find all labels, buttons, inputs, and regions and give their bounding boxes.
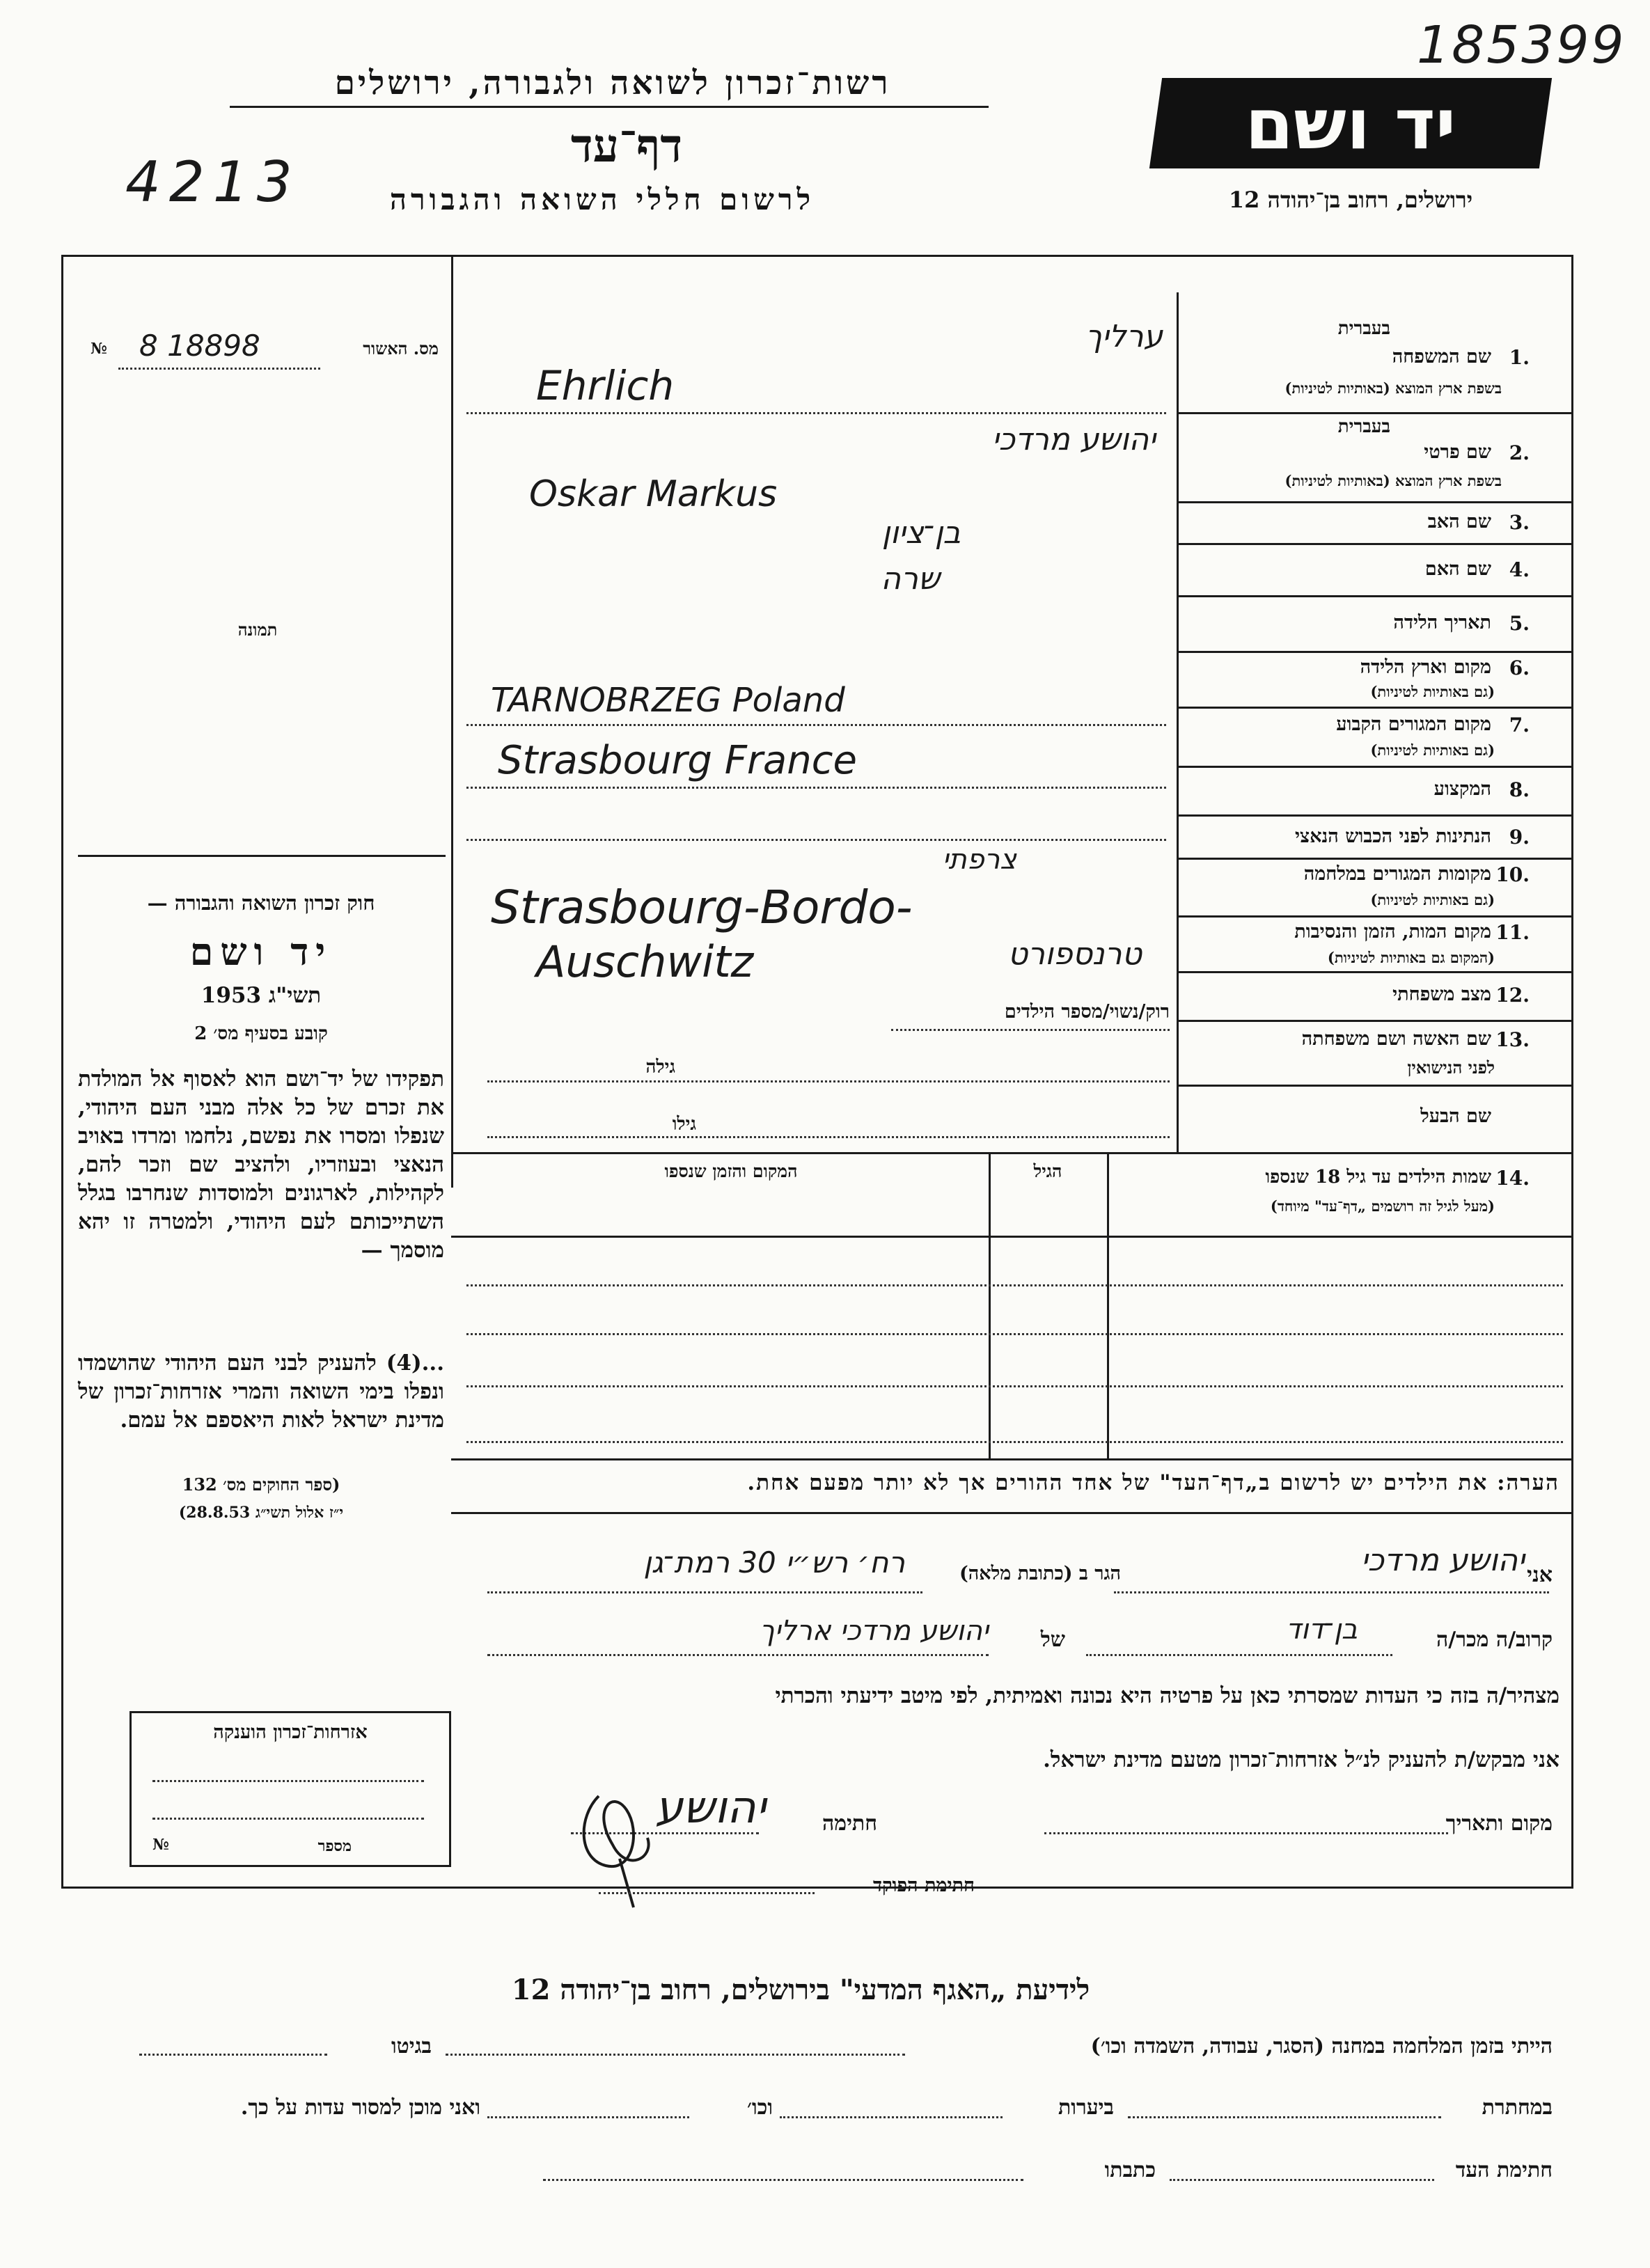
- bottom-line2-fill-a[interactable]: [1128, 2116, 1441, 2118]
- approval-number: [91, 329, 439, 368]
- field-row-marital-status: [1177, 971, 1571, 1020]
- frame-left: [61, 255, 63, 1889]
- children-header-bottom: [451, 1236, 1571, 1238]
- field-number: 12.: [1495, 984, 1530, 1007]
- frame-top: [61, 255, 1573, 257]
- citizenship-box: [129, 1711, 451, 1867]
- field-label: שם האב: [1427, 511, 1491, 533]
- decl-relative-value[interactable]: בן־דוד: [1285, 1614, 1358, 1646]
- field-sublabel: (גם באותיות לטיניות): [1370, 683, 1495, 700]
- field-row-wife-name: [1177, 1020, 1571, 1085]
- photo-label: תמונה: [237, 620, 278, 640]
- note-text: הערה: את הילדים יש לרשום ב„דף־העד" של אחד ההורים אך לא יותר מפעם אחת.: [747, 1470, 1559, 1495]
- field-sublabel: (גם באותיות לטיניות): [1370, 891, 1495, 908]
- decl-residing-value[interactable]: רח׳ רש״י 30 רמת־גן: [643, 1545, 905, 1580]
- citizenship-line-2: [152, 1818, 424, 1820]
- line-wife-age: [487, 1080, 585, 1082]
- note-top-border: [451, 1458, 1571, 1460]
- value-birth-place[interactable]: TARNOBRZEG Poland: [491, 681, 845, 720]
- decl-officer-label: חתימת הפוקד: [873, 1875, 975, 1896]
- children-number: 14.: [1495, 1167, 1530, 1190]
- decl-request: אני מבקש/ת להעניק לנ״ל אזרחות־זכרון מטעם מדינת ישראל.: [1043, 1747, 1559, 1772]
- children-row-4[interactable]: [466, 1441, 1563, 1443]
- field-number: 8.: [1509, 778, 1530, 801]
- line-family-name: [466, 412, 1166, 414]
- decl-of-value[interactable]: יהושע מרדכי ארליך: [760, 1615, 989, 1647]
- bottom-line2-a: במחתרת: [1482, 2095, 1553, 2120]
- field-label: מצב משפחתי: [1392, 984, 1491, 1005]
- field-number: 3.: [1509, 511, 1530, 534]
- decl-place-date-line: [1044, 1832, 1448, 1834]
- children-row-1[interactable]: [466, 1284, 1563, 1286]
- line-nationality: [466, 839, 1166, 841]
- field-number: 4.: [1509, 558, 1530, 581]
- field-row-mother: [1177, 543, 1571, 595]
- field-number: 13.: [1495, 1028, 1530, 1051]
- bottom-line2-d: ואני מוכן למסור עדות על כך.: [240, 2095, 480, 2120]
- field-label: הנתינות לפני הכבוש הנאצי: [1294, 826, 1491, 847]
- citizenship-number-label: מספר: [317, 1837, 352, 1855]
- citizenship-title: אזרחות־זכרון הוענקה: [213, 1722, 368, 1743]
- decl-i-line: [1114, 1591, 1549, 1593]
- field-label: שם האשה ושם משפחתה: [1301, 1028, 1491, 1050]
- field-number: 10.: [1495, 863, 1530, 886]
- document-subtitle: לרשום חללי השואה והגבורה: [389, 182, 815, 216]
- bottom-line3-fill-a[interactable]: [1170, 2179, 1434, 2181]
- field-number: 2.: [1509, 441, 1530, 464]
- bottom-line1-end: בגיטו: [391, 2034, 432, 2058]
- bottom-line1-b[interactable]: [139, 2054, 327, 2056]
- wife-age-label: גילה: [645, 1057, 675, 1078]
- field-label: שם האם: [1424, 558, 1491, 580]
- line-birth-place: [466, 724, 1166, 726]
- field-number: 7.: [1509, 714, 1530, 737]
- field-row-first-name: [1177, 412, 1571, 501]
- children-col-age: הגיל: [1033, 1161, 1062, 1181]
- bottom-line1-label: הייתי בזמן המלחמה במחנה (הסגר, עבודה, השמדה וכו׳): [1090, 2034, 1553, 2058]
- line-marital: [891, 1029, 1170, 1031]
- field-row-father: [1177, 501, 1571, 543]
- children-row-3[interactable]: [466, 1385, 1563, 1387]
- bottom-line2-fill-b[interactable]: [780, 2116, 1003, 2118]
- frame-right: [1571, 255, 1573, 1889]
- field-number: 11.: [1495, 921, 1530, 944]
- field-label: מקום וארץ הלידה: [1360, 656, 1491, 678]
- field-row-birth-place: [1177, 651, 1571, 707]
- org-title: רשות־זכרון לשואה ולגבורה, ירושלים: [334, 64, 891, 102]
- field-label: מקום המות, הזמן והנסיבות: [1294, 921, 1491, 943]
- decl-statement: מצהיר/ה בזה כי העדות שמסרתי כאן על פרטיה היא נכונה ואמיתית, לפי מיטב ידיעתי והכרתי: [775, 1683, 1559, 1708]
- field-sublabel: (המקום גם באותיות לטיניות): [1327, 949, 1495, 966]
- decl-officer-line: [599, 1892, 815, 1894]
- value-wartime-residence[interactable]: Strasbourg-Bordo-: [491, 881, 913, 934]
- field-sublabel: (גם באותיות לטיניות): [1370, 741, 1495, 759]
- photo-bottom-border: [78, 855, 446, 857]
- approval-line: [118, 368, 320, 370]
- children-note: (מעל לגיל זה רושמים „דף־עד" מיוחד): [1270, 1197, 1495, 1215]
- document-title: דף־עד: [570, 118, 683, 173]
- value-death-hebrew[interactable]: טרנספורט: [1007, 936, 1142, 972]
- children-col-divider-1: [989, 1152, 991, 1458]
- decl-residing-label: הגר ב (כתובת מלאה): [959, 1563, 1121, 1584]
- yad-vashem-logo: [1149, 78, 1552, 168]
- photo-area: [70, 376, 446, 849]
- field-label: מקומות המגורים במלחמה: [1303, 863, 1491, 885]
- decl-residing-line: [487, 1591, 922, 1593]
- law-source: (ספר החוקים מס׳ 132: [182, 1474, 340, 1495]
- field-label: המקצוע: [1433, 778, 1491, 800]
- field-row-profession: [1177, 766, 1571, 814]
- value-wartime-hebrew[interactable]: צרפתי: [942, 844, 1016, 876]
- value-mother-name[interactable]: שרה: [881, 561, 940, 597]
- bottom-line2-c: וכו׳: [747, 2095, 773, 2120]
- law-clause: ...(4) להעניק לבני העם היהודי שהושמדו ונפלו בימי השואה והמרי אזרחות־זכרון של מדינת ישראל לאות היאספם אל עמם.: [78, 1350, 444, 1433]
- decl-place-date-label: מקום ותאריך: [1445, 1811, 1553, 1836]
- field-language: בעברית: [1337, 416, 1390, 437]
- decl-relative-label: קרוב/ה מכר/ה: [1436, 1628, 1553, 1652]
- value-first-name-hebrew[interactable]: יהושע מרדכי: [991, 422, 1156, 457]
- bottom-line3-fill-b[interactable]: [543, 2179, 1023, 2181]
- org-title-underline: [230, 106, 989, 108]
- decl-i-label: אני: [1527, 1563, 1553, 1587]
- decl-of-line: [487, 1654, 989, 1656]
- line-husband: [487, 1136, 1170, 1138]
- bottom-line3-b: כתבתו: [1104, 2158, 1156, 2182]
- field-sublabel: לפני הנישואין: [1407, 1057, 1495, 1078]
- note-bottom-border: [451, 1512, 1571, 1514]
- bottom-line1-a[interactable]: [446, 2054, 905, 2056]
- field-row-nationality: [1177, 814, 1571, 858]
- line-wife: [487, 1080, 1170, 1082]
- left-column-divider: [451, 255, 453, 1188]
- header-address: ירושלים, רחוב בן־יהודה 12: [1228, 187, 1473, 213]
- law-body: תפקידו של יד־ושם הוא לאסוף אל המולדת את זכרם של כל אלה מבני העם היהודי, שנפלו ומסרו את נפשם, נלחמו ומרדו באויב הנאצי ובעוזריו, ולהציב שם וזכר להם, לקהילות, לארגונים ולמוסדות שנחרבו בגלל השתייכותם לעם היהודי, ולמטרה זו יהא מוסמך —: [78, 1066, 444, 1263]
- children-title: שמות הילדים עד גיל 18 שנספו: [1265, 1167, 1491, 1188]
- law-date: י״ז אלול תשי״ג 28.8.53): [178, 1504, 344, 1522]
- value-family-name-latin[interactable]: Ehrlich: [536, 362, 675, 409]
- field-label: שם פרטי: [1424, 441, 1491, 463]
- frame-bottom: [61, 1887, 1573, 1889]
- value-father-name[interactable]: בן־ציון: [881, 515, 961, 551]
- field-label: שם המשפחה: [1392, 346, 1491, 368]
- field-row-husband-name: [1177, 1085, 1571, 1152]
- law-name: יד ושם: [189, 929, 333, 974]
- bottom-line3-a: חתימת העד: [1455, 2158, 1553, 2182]
- field-number: 6.: [1509, 656, 1530, 679]
- field-label: תאריך הלידה: [1393, 612, 1491, 633]
- approval-value: 18898 8: [139, 329, 260, 363]
- citizenship-number-prefix: №: [152, 1836, 169, 1854]
- bottom-line2-b: ביערות: [1058, 2095, 1114, 2120]
- line-residence: [466, 787, 1166, 789]
- citizenship-line-1: [152, 1780, 424, 1782]
- decl-of-label: של: [1040, 1628, 1065, 1652]
- field-row-birth-date: [1177, 595, 1571, 651]
- children-col-place: המקום והזמן שנספו: [664, 1161, 798, 1181]
- value-marital-status[interactable]: רוק/נשוי/מספר הילדים: [1004, 1001, 1170, 1023]
- stamp-number: 4213: [125, 150, 301, 214]
- bottom-title: לידיעת „האגף המדעי" בירושלים, רחוב בן־יהודה 12: [511, 1974, 1090, 2006]
- field-row-residence: [1177, 707, 1571, 766]
- logo-text: יד ושם: [1245, 84, 1456, 165]
- field-number: 9.: [1509, 826, 1530, 849]
- value-death-place[interactable]: Auschwitz: [536, 936, 754, 987]
- law-year: תשי"ג 1953: [201, 983, 322, 1008]
- field-row-family-name: [1177, 317, 1571, 412]
- field-row-death-place: [1177, 915, 1571, 971]
- field-sublabel: בשפת ארץ המוצא (באותיות לטיניות): [1284, 379, 1502, 397]
- field-label: שם הבעל: [1420, 1105, 1491, 1127]
- law-section: קובע בסעיף מס׳ 2: [194, 1023, 328, 1044]
- value-first-name-latin[interactable]: Oskar Markus: [529, 473, 778, 515]
- signature-scribble: [571, 1754, 780, 1914]
- row-divider-14: [451, 1152, 1571, 1154]
- archive-number: 185399: [1417, 15, 1626, 75]
- approval-label: מס. האשור: [363, 338, 439, 359]
- children-header: [1107, 1156, 1571, 1236]
- decl-i-value[interactable]: יהושע מרדכי: [1360, 1543, 1525, 1578]
- field-number: 1.: [1509, 346, 1530, 369]
- field-sublabel: בשפת ארץ המוצא (באותיות לטיניות): [1284, 472, 1502, 489]
- decl-signature-label: חתימה: [822, 1811, 877, 1836]
- field-number: 5.: [1509, 612, 1530, 635]
- decl-relative-line: [1086, 1654, 1392, 1656]
- value-residence[interactable]: Strasbourg France: [498, 738, 857, 783]
- decl-signature-value[interactable]: יהושע: [655, 1782, 766, 1834]
- law-heading: חוק זכרון השואה והגבורה —: [147, 891, 375, 915]
- husband-age-label: גילו: [672, 1114, 696, 1135]
- value-family-name-hebrew[interactable]: ערליך: [1085, 319, 1163, 354]
- bottom-line2-fill-c[interactable]: [487, 2116, 689, 2118]
- approval-prefix: №: [91, 340, 107, 358]
- field-label: מקום המגורים הקבוע: [1336, 714, 1491, 735]
- children-row-2[interactable]: [466, 1333, 1563, 1335]
- field-row-wartime-residence: [1177, 858, 1571, 915]
- field-language: בעברית: [1337, 318, 1390, 339]
